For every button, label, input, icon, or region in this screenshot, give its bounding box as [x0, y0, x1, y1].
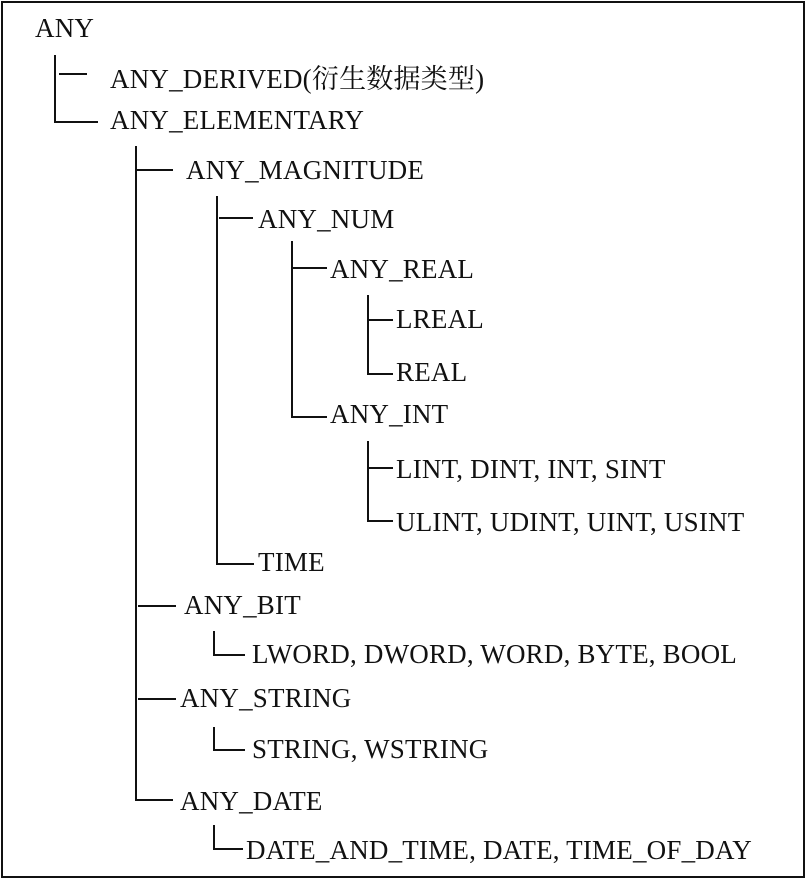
node-any-int: ANY_INT [330, 399, 449, 429]
connector-any-date [135, 799, 173, 801]
connector-time [216, 563, 254, 565]
connector-any-derived [59, 73, 87, 75]
node-any: ANY [35, 13, 95, 43]
connector-string-vertical [213, 727, 215, 750]
node-real: REAL [396, 357, 468, 387]
diagram-frame [1, 1, 805, 878]
node-any-bit: ANY_BIT [184, 590, 301, 620]
connector-unsigned-ints [367, 520, 393, 522]
connector-lreal [369, 319, 393, 321]
connector-any-int [291, 416, 327, 418]
node-any-magnitude: ANY_MAGNITUDE [186, 155, 425, 185]
connector-root-vertical [54, 55, 56, 123]
connector-any-magnitude [135, 169, 173, 171]
connector-string-types [213, 749, 245, 751]
connector-date-types [213, 848, 243, 850]
connector-int-vertical [367, 441, 369, 522]
node-signed-ints: LINT, DINT, INT, SINT [396, 454, 666, 484]
connector-any-real [293, 267, 327, 269]
node-any-num: ANY_NUM [258, 204, 395, 234]
node-unsigned-ints: ULINT, UDINT, UINT, USINT [396, 507, 745, 537]
node-any-string: ANY_STRING [180, 683, 352, 713]
node-date-types: DATE_AND_TIME, DATE, TIME_OF_DAY [246, 835, 752, 865]
connector-date-vertical [213, 825, 215, 849]
node-any-real: ANY_REAL [330, 254, 475, 284]
connector-real [367, 373, 393, 375]
connector-any-num [219, 217, 253, 219]
connector-any-elementary [54, 121, 98, 123]
connector-any-bit [138, 605, 176, 607]
connector-elementary-vertical [135, 146, 137, 799]
connector-bit-vertical [213, 631, 215, 655]
connector-magnitude-vertical [216, 196, 218, 564]
node-time: TIME [258, 547, 325, 577]
node-any-elementary: ANY_ELEMENTARY [110, 105, 365, 135]
node-string-types: STRING, WSTRING [252, 734, 489, 764]
node-any-date: ANY_DATE [180, 786, 323, 816]
connector-signed-ints [369, 467, 393, 469]
node-lreal: LREAL [396, 304, 484, 334]
connector-bit-types [213, 654, 245, 656]
connector-real-vertical [367, 295, 369, 375]
node-bit-types: LWORD, DWORD, WORD, BYTE, BOOL [252, 639, 737, 669]
node-any-derived: ANY_DERIVED(衍生数据类型) [110, 64, 485, 94]
connector-any-string [138, 698, 176, 700]
